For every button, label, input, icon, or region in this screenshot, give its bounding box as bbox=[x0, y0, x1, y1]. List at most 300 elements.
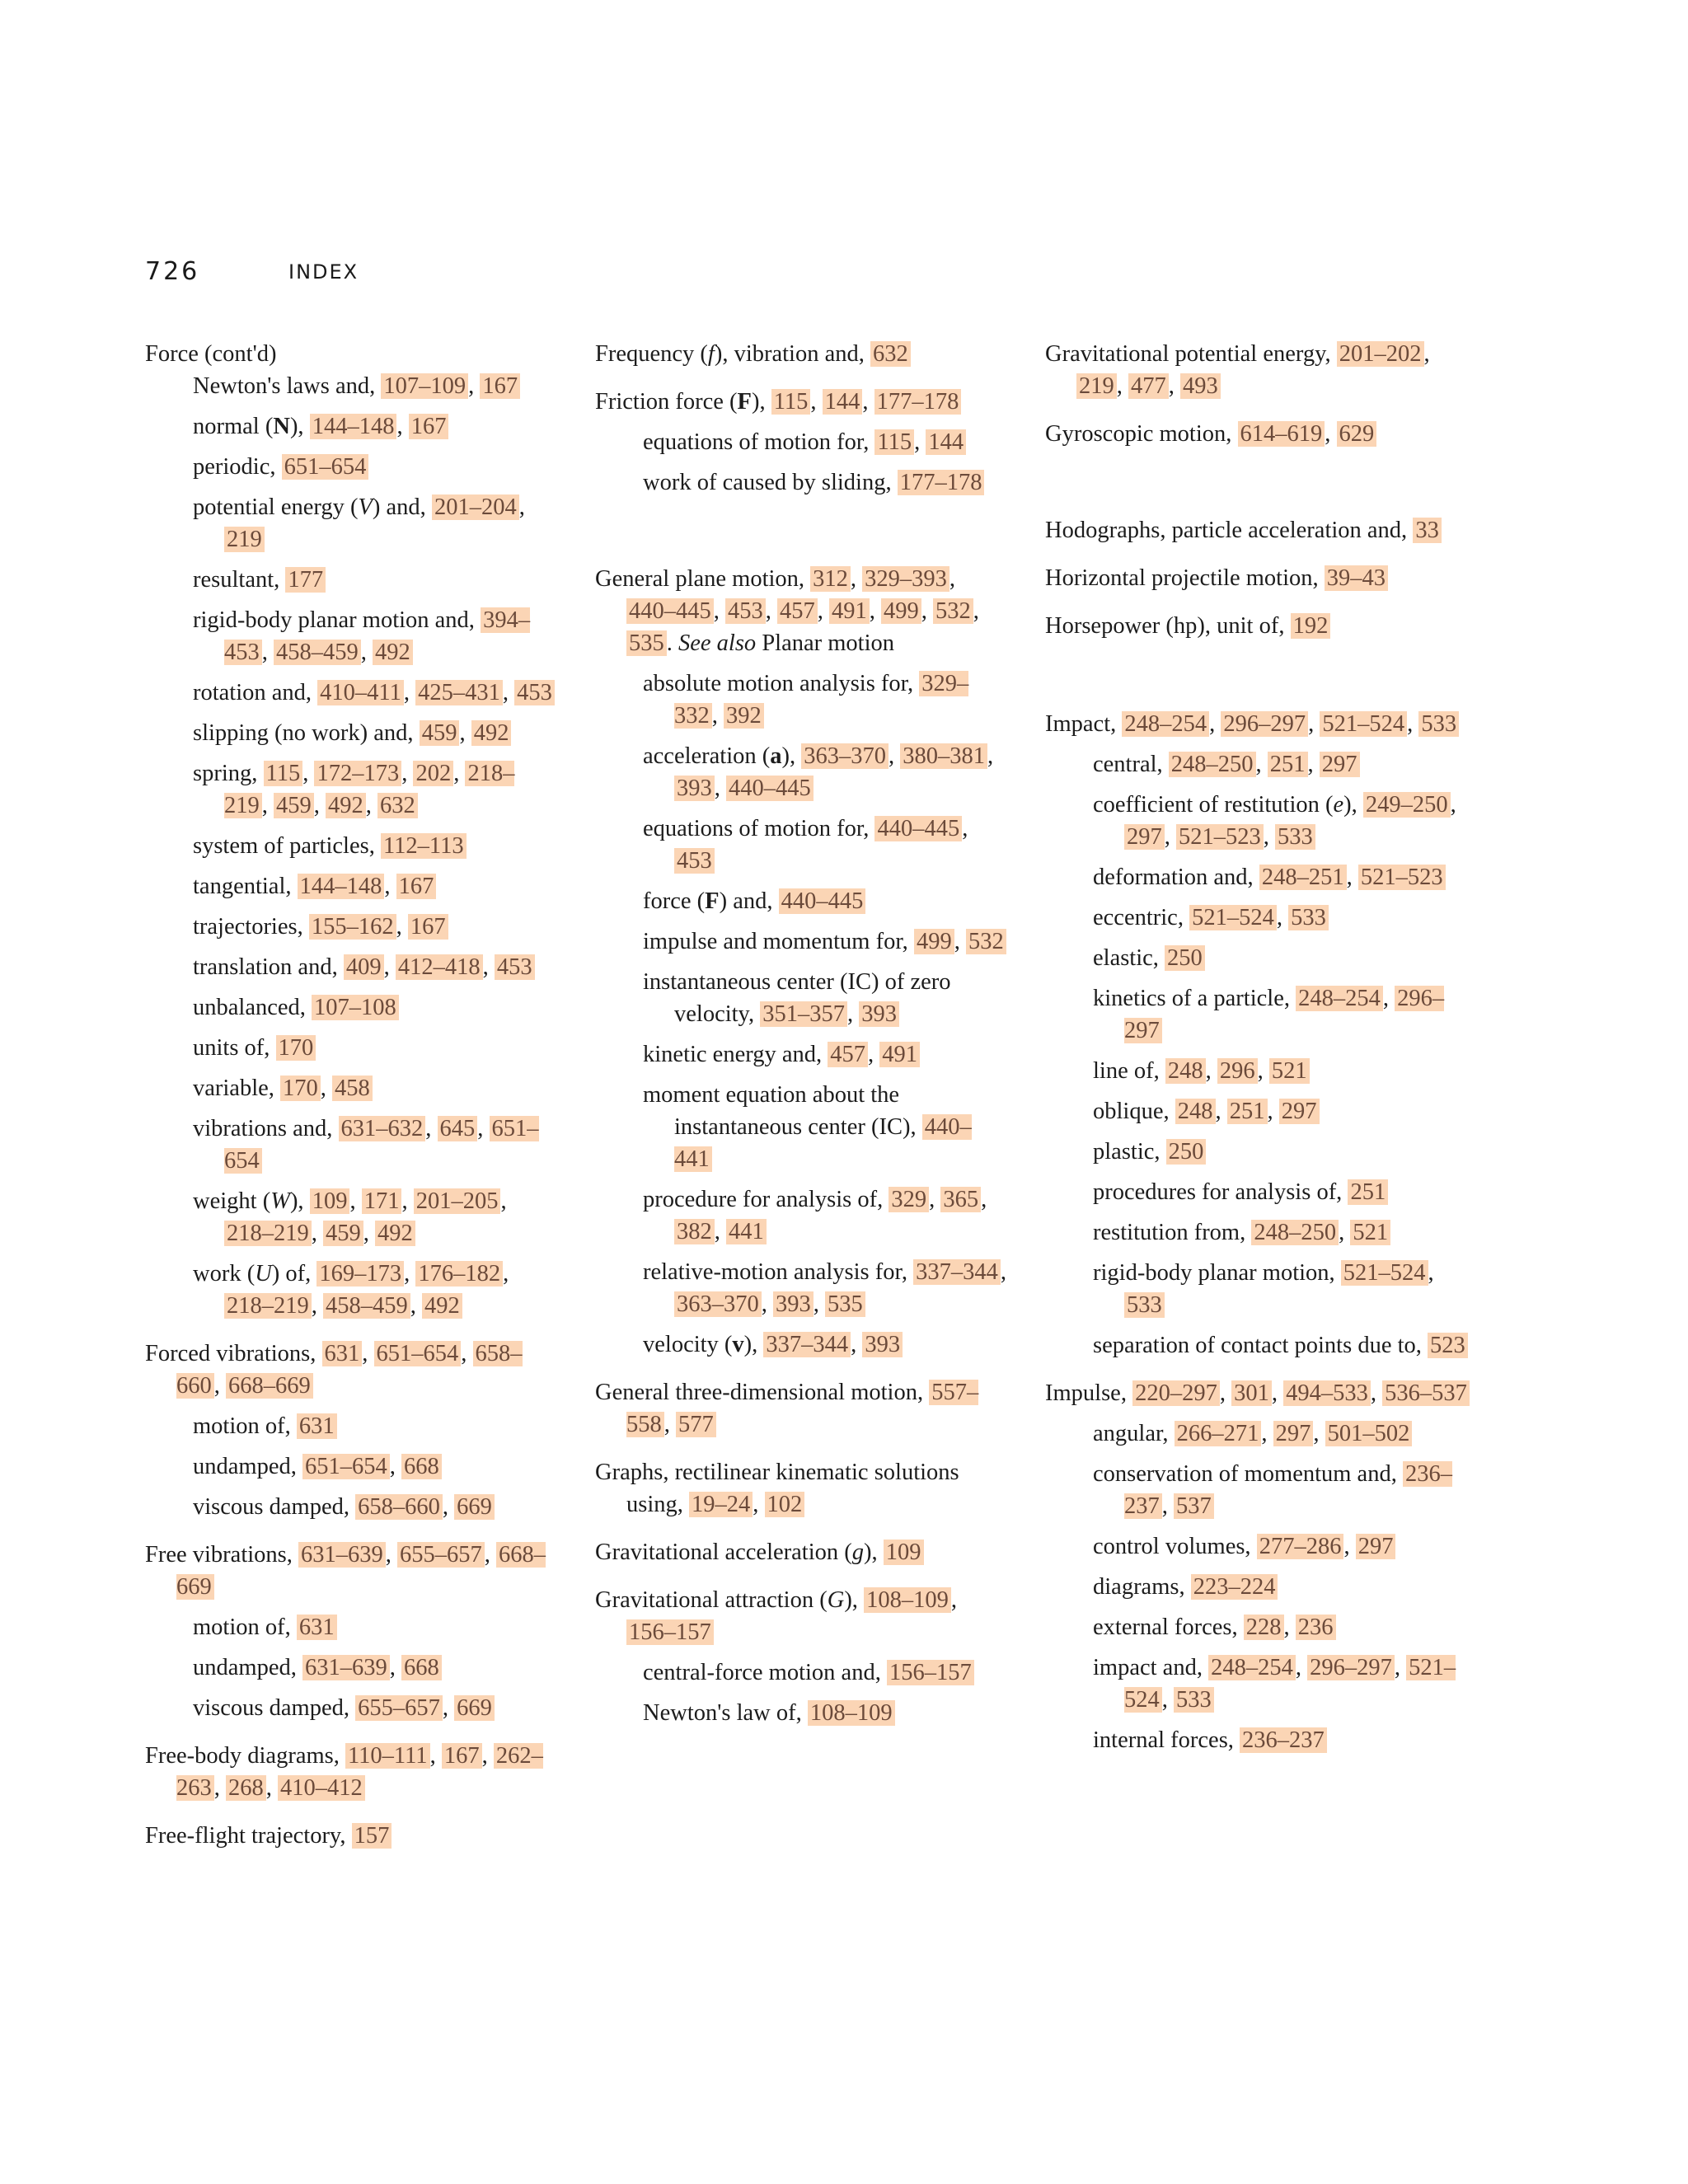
page-ref[interactable]: 365 bbox=[940, 1187, 981, 1212]
page-ref[interactable]: 109 bbox=[884, 1540, 924, 1565]
page-ref[interactable]: 39–43 bbox=[1325, 565, 1388, 591]
page-ref[interactable]: 171 bbox=[362, 1188, 402, 1214]
page-ref[interactable]: 393 bbox=[773, 1291, 814, 1317]
page-ref[interactable]: 176–182 bbox=[415, 1261, 503, 1286]
entry-term: Friction force (F), bbox=[595, 389, 766, 415]
entry-term: instantaneous center (IC) of zero velocity, bbox=[643, 969, 951, 1027]
entry-term: central-force motion and, bbox=[643, 1660, 881, 1685]
index-subentry: instantaneous center (IC) of zero velocity, 351–357 , 393 bbox=[643, 969, 951, 1027]
page-ref[interactable]: 492 bbox=[422, 1293, 462, 1319]
index-subentry bbox=[145, 1410, 557, 1442]
entry-term: undamped, bbox=[193, 1454, 297, 1479]
page-ref[interactable]: 459 bbox=[274, 793, 314, 818]
page-ref[interactable]: 492 bbox=[326, 793, 366, 818]
entry-term: Newton's law of, bbox=[643, 1700, 802, 1726]
page-ref[interactable]: 440–445 bbox=[626, 598, 714, 624]
entry-term: Force (cont'd) bbox=[145, 341, 277, 367]
page-ref[interactable]: 668–669 bbox=[176, 1542, 546, 1600]
index-subentry bbox=[145, 451, 557, 483]
page-ref[interactable]: 248–254 bbox=[1208, 1655, 1296, 1680]
page-ref[interactable]: 631 bbox=[322, 1341, 363, 1366]
entry-term: Gravitational attraction (G), bbox=[595, 1587, 858, 1613]
page-ref[interactable]: 458 bbox=[332, 1076, 373, 1101]
page-ref[interactable]: 251 bbox=[1348, 1179, 1388, 1205]
page-ref[interactable]: 668–669 bbox=[226, 1373, 313, 1399]
index-subentry: viscous damped, 658–660 , 669 bbox=[145, 1491, 557, 1523]
page-ref[interactable]: 499 bbox=[881, 598, 921, 624]
page-ref[interactable]: 296–297 bbox=[1124, 986, 1445, 1043]
entry-term: spring, bbox=[193, 761, 258, 786]
page-ref[interactable]: 458–459 bbox=[323, 1293, 410, 1319]
page-ref[interactable]: 493 bbox=[1180, 373, 1221, 399]
page-ref[interactable]: 201–202 bbox=[1337, 341, 1424, 367]
page-ref[interactable]: 157 bbox=[352, 1823, 392, 1849]
page-ref[interactable]: 177–178 bbox=[898, 470, 985, 495]
page-ref[interactable]: 532 bbox=[933, 598, 973, 624]
page-ref[interactable]: 192 bbox=[1291, 613, 1331, 639]
page-ref[interactable]: 457 bbox=[777, 598, 818, 624]
page-ref[interactable]: 236 bbox=[1296, 1615, 1336, 1640]
page-ref[interactable]: 477 bbox=[1128, 373, 1169, 399]
page-ref[interactable]: 297 bbox=[1279, 1099, 1320, 1124]
page-ref[interactable]: 301 bbox=[1231, 1380, 1272, 1406]
page-ref[interactable]: 632 bbox=[377, 793, 418, 818]
index-subentry: slipping (no work) and, 459 , 492 bbox=[145, 717, 557, 749]
page-ref[interactable]: 312 bbox=[810, 566, 851, 592]
page-ref[interactable]: 248 bbox=[1175, 1099, 1216, 1124]
entry-term: undamped, bbox=[193, 1655, 297, 1680]
page-ref[interactable]: 236–237 bbox=[1240, 1727, 1327, 1753]
index-subentry: rotation and, 410–411 , 425–431 , 453 bbox=[145, 677, 557, 709]
entry-term: procedure for analysis of, bbox=[643, 1187, 884, 1212]
page-ref[interactable]: 112–113 bbox=[381, 833, 467, 859]
entry-term: Free-body diagrams, bbox=[145, 1743, 340, 1769]
page-ref[interactable]: 297 bbox=[1273, 1421, 1314, 1446]
page-ref[interactable]: 557–558 bbox=[626, 1380, 979, 1437]
page-ref[interactable]: 169–173 bbox=[316, 1261, 404, 1286]
page-ref[interactable]: 251 bbox=[1268, 752, 1308, 777]
entry-term: coefficient of restitution (e), bbox=[1093, 792, 1357, 818]
entry-term: conservation of momentum and, bbox=[1093, 1461, 1397, 1487]
page-ref[interactable]: 329 bbox=[889, 1187, 929, 1212]
page-ref[interactable]: 277–286 bbox=[1257, 1534, 1344, 1559]
index-subentry: vibrations and, 631–632 , 645 , 651–654 bbox=[193, 1116, 539, 1174]
page-ref[interactable]: 382 bbox=[674, 1219, 715, 1244]
entry-term: unbalanced, bbox=[193, 995, 306, 1020]
page-ref[interactable]: 144–148 bbox=[310, 414, 397, 439]
page-ref[interactable]: 297 bbox=[1124, 824, 1165, 850]
page-ref[interactable]: 393 bbox=[859, 1001, 899, 1027]
index-subentry: impact and, 248–254 , 296–297 , 521–524 , 533 bbox=[1093, 1655, 1456, 1713]
page-ref[interactable]: 492 bbox=[373, 640, 413, 665]
page-ref[interactable]: 440–445 bbox=[726, 776, 814, 801]
page-ref[interactable]: 631–639 bbox=[298, 1542, 386, 1568]
index-subentry: work (U) of, 169–173 , 176–182 , 218–219 , 458–459 , 492 bbox=[193, 1261, 509, 1319]
index-subentry bbox=[1045, 1329, 1474, 1361]
page-ref[interactable]: 409 bbox=[344, 954, 384, 980]
entry-term: units of, bbox=[193, 1035, 270, 1061]
page-ref[interactable]: 521–524 bbox=[1124, 1655, 1456, 1713]
index-subentry bbox=[595, 466, 1007, 499]
page-ref[interactable]: 19–24 bbox=[689, 1492, 753, 1517]
page-ref[interactable]: 248–251 bbox=[1259, 865, 1347, 890]
page-ref[interactable]: 223–224 bbox=[1191, 1574, 1278, 1600]
page-ref[interactable]: 268 bbox=[226, 1775, 266, 1801]
entry-term: General three-dimensional motion, bbox=[595, 1380, 924, 1405]
page-ref[interactable]: 533 bbox=[1174, 1687, 1214, 1713]
page-ref[interactable]: 523 bbox=[1428, 1333, 1468, 1358]
page-ref[interactable]: 251 bbox=[1227, 1099, 1268, 1124]
entry-term: internal forces, bbox=[1093, 1727, 1234, 1753]
page-ref[interactable]: 658–660 bbox=[355, 1494, 443, 1520]
page-ref[interactable]: 577 bbox=[676, 1412, 716, 1437]
page-ref[interactable]: 521 bbox=[1269, 1058, 1310, 1084]
page-ref[interactable]: 167 bbox=[409, 414, 449, 439]
index-entry bbox=[595, 1536, 1007, 1568]
index-subentry: angular, 266–271 , 297 , 501–502 bbox=[1045, 1418, 1474, 1450]
page-ref[interactable]: 167 bbox=[396, 874, 437, 899]
page-ref[interactable]: 170 bbox=[276, 1035, 316, 1061]
page-ref[interactable]: 392 bbox=[724, 703, 764, 729]
page-ref[interactable]: 651–654 bbox=[302, 1454, 390, 1479]
entry-term: Frequency (f), vibration and, bbox=[595, 341, 865, 367]
page-ref[interactable]: 533 bbox=[1418, 711, 1459, 737]
page-ref[interactable]: 262–263 bbox=[176, 1743, 543, 1801]
page-ref[interactable]: 218–219 bbox=[224, 1293, 312, 1319]
page-ref[interactable]: 220–297 bbox=[1132, 1380, 1220, 1406]
page-ref[interactable]: 536–537 bbox=[1382, 1380, 1470, 1406]
entry-term: system of particles, bbox=[193, 833, 375, 859]
page-ref[interactable]: 218–219 bbox=[224, 1221, 312, 1246]
page-ref[interactable]: 631–632 bbox=[339, 1116, 426, 1141]
page-ref[interactable]: 412–418 bbox=[396, 954, 483, 980]
entry-term: impact and, bbox=[1093, 1655, 1203, 1680]
index-subentry: equations of motion for, 440–445 , 453 bbox=[643, 816, 968, 874]
index-subentry: control volumes, 277–286 , 297 bbox=[1045, 1530, 1474, 1563]
index-subentry bbox=[1045, 942, 1474, 974]
page-ref[interactable]: 651–654 bbox=[224, 1116, 539, 1174]
index-entry bbox=[1045, 610, 1474, 642]
index-subentry: variable, 170 , 458 bbox=[145, 1072, 557, 1104]
entry-term: control volumes, bbox=[1093, 1534, 1251, 1559]
page-ref[interactable]: 533 bbox=[1275, 824, 1315, 850]
index-entry bbox=[595, 338, 1007, 370]
page-ref[interactable]: 651–654 bbox=[374, 1341, 462, 1366]
index-entry: General plane motion, 312 , 329–393 , 440–445 , 453 , 457 , 491 , 499 , 532 , 535 . See also Planar motion bbox=[595, 566, 979, 656]
page-ref[interactable]: 177 bbox=[285, 567, 326, 593]
page-ref[interactable]: 521–524 bbox=[1341, 1260, 1428, 1286]
index-entry: Free-body diagrams, 110–111 , 167 , 262–263 , 268 , 410–412 bbox=[145, 1743, 543, 1801]
page-ref[interactable]: 459 bbox=[323, 1221, 363, 1246]
page-ref[interactable]: 249–250 bbox=[1363, 792, 1451, 818]
page-ref[interactable]: 533 bbox=[1288, 905, 1329, 930]
index-subentry: tangential, 144–148 , 167 bbox=[145, 870, 557, 902]
page-ref[interactable]: 172–173 bbox=[314, 761, 401, 786]
page-ref[interactable]: 115 bbox=[874, 429, 914, 455]
entry-term: work (U) of, bbox=[193, 1261, 312, 1286]
page-ref[interactable]: 453 bbox=[725, 598, 766, 624]
entry-term: central, bbox=[1093, 752, 1163, 777]
page-ref[interactable]: 440–445 bbox=[779, 888, 866, 914]
page-ref[interactable]: 297 bbox=[1356, 1534, 1396, 1559]
entry-term: relative-motion analysis for, bbox=[643, 1259, 907, 1285]
page-ref[interactable]: 363–370 bbox=[674, 1291, 762, 1317]
see-also-reference: See also Planar motion bbox=[678, 630, 895, 656]
entry-term: Free vibrations, bbox=[145, 1542, 293, 1568]
page-ref[interactable]: 453 bbox=[514, 680, 555, 705]
page-ref[interactable]: 631 bbox=[297, 1615, 337, 1640]
index-entry bbox=[1045, 514, 1474, 546]
entry-term: Gyroscopic motion, bbox=[1045, 421, 1232, 447]
index-column-1 bbox=[145, 338, 557, 1852]
page-ref[interactable]: 651–654 bbox=[282, 454, 369, 480]
page-ref[interactable]: 533 bbox=[1124, 1292, 1165, 1318]
index-subentry: weight (W), 109 , 171 , 201–205 , 218–219 , 459 , 492 bbox=[193, 1188, 507, 1246]
entry-term: variable, bbox=[193, 1076, 274, 1101]
page-ref[interactable]: 329–393 bbox=[862, 566, 950, 592]
page-ref[interactable]: 329–332 bbox=[674, 671, 969, 729]
page-ref[interactable]: 521–524 bbox=[1189, 905, 1277, 930]
page-ref[interactable]: 614–619 bbox=[1238, 421, 1325, 447]
entry-term: rigid-body planar motion and, bbox=[193, 607, 475, 633]
entry-term: trajectories, bbox=[193, 914, 303, 940]
page-ref[interactable]: 236–237 bbox=[1124, 1461, 1452, 1519]
page-ref[interactable]: 532 bbox=[966, 929, 1006, 954]
index-subentry bbox=[145, 991, 557, 1024]
page-ref[interactable]: 492 bbox=[471, 720, 512, 746]
index-subentry: equations of motion for, 115 , 144 bbox=[595, 426, 1007, 458]
index-entry: Impact, 248–254 , 296–297 , 521–524 , 533 bbox=[1045, 708, 1474, 740]
entry-term: weight (W), bbox=[193, 1188, 304, 1214]
entry-term: absolute motion analysis for, bbox=[643, 671, 914, 696]
entry-term: plastic, bbox=[1093, 1139, 1160, 1165]
index-entry: Impulse, 220–297 , 301 , 494–533 , 536–537 bbox=[1045, 1377, 1474, 1409]
index-subentry: Newton's laws and, 107–109 , 167 bbox=[145, 370, 557, 402]
entry-term: velocity (v), bbox=[643, 1332, 758, 1357]
index-entry: General three-dimensional motion, 557–558 , 577 bbox=[595, 1380, 979, 1437]
page-ref[interactable]: 33 bbox=[1413, 518, 1442, 543]
page-ref[interactable]: 219 bbox=[224, 527, 265, 552]
page-ref[interactable]: 266–271 bbox=[1175, 1421, 1262, 1446]
page-ref[interactable]: 453 bbox=[674, 848, 715, 874]
index-subentry: spring, 115 , 172–173 , 202 , 218–219 , 459 , 492 , 632 bbox=[193, 761, 515, 818]
page-ref[interactable]: 108–109 bbox=[864, 1587, 951, 1613]
index-subentry: undamped, 651–654 , 668 bbox=[145, 1451, 557, 1483]
running-title: INDEX bbox=[288, 260, 359, 284]
page-ref[interactable]: 108–109 bbox=[808, 1700, 895, 1726]
page-ref[interactable]: 337–344 bbox=[763, 1332, 851, 1357]
page-ref[interactable]: 629 bbox=[1337, 421, 1377, 447]
index-subentry: line of, 248 , 296 , 521 bbox=[1045, 1055, 1474, 1087]
page-ref[interactable]: 655–657 bbox=[355, 1695, 443, 1721]
entry-term: oblique, bbox=[1093, 1099, 1170, 1124]
page-ref[interactable]: 380–381 bbox=[900, 743, 987, 769]
page-ref[interactable]: 167 bbox=[442, 1743, 482, 1769]
index-subentry: undamped, 631–639 , 668 bbox=[145, 1652, 557, 1684]
page-ref[interactable]: 410–412 bbox=[278, 1775, 365, 1801]
index-entry: Friction force (F), 115 , 144 , 177–178 bbox=[595, 386, 1007, 418]
index-subentry bbox=[145, 1032, 557, 1064]
entry-term: deformation and, bbox=[1093, 865, 1254, 890]
page-ref[interactable]: 458–459 bbox=[274, 640, 361, 665]
page-ref[interactable]: 248–254 bbox=[1122, 711, 1209, 737]
index-subentry: procedure for analysis of, 329 , 365 , 382 , 441 bbox=[643, 1187, 987, 1244]
index-subentry bbox=[1045, 1571, 1474, 1603]
page-ref[interactable]: 440–445 bbox=[874, 816, 962, 841]
entry-term: Newton's laws and, bbox=[193, 373, 376, 399]
entry-term: periodic, bbox=[193, 454, 276, 480]
page-ref[interactable]: 669 bbox=[454, 1695, 495, 1721]
page-ref[interactable]: 296 bbox=[1217, 1058, 1258, 1084]
page-ref[interactable]: 425–431 bbox=[415, 680, 503, 705]
page-ref[interactable]: 250 bbox=[1165, 945, 1205, 971]
index-subentry bbox=[595, 885, 1007, 917]
entry-term: restitution from, bbox=[1093, 1220, 1246, 1245]
page-ref[interactable]: 107–108 bbox=[312, 995, 399, 1020]
entry-term: Graphs, rectilinear kinematic solutions using, bbox=[595, 1460, 959, 1517]
page-ref[interactable]: 393 bbox=[674, 776, 715, 801]
page-ref[interactable]: 297 bbox=[1320, 752, 1360, 777]
page-ref[interactable]: 296–297 bbox=[1221, 711, 1308, 737]
page-ref[interactable]: 170 bbox=[280, 1076, 321, 1101]
index-subentry: eccentric, 521–524 , 533 bbox=[1045, 902, 1474, 934]
page-ref[interactable]: 669 bbox=[454, 1494, 495, 1520]
page-ref[interactable]: 219 bbox=[1076, 373, 1117, 399]
page-ref[interactable]: 410–411 bbox=[317, 680, 404, 705]
page-ref[interactable]: 228 bbox=[1244, 1615, 1284, 1640]
page-ref[interactable]: 102 bbox=[765, 1492, 805, 1517]
entry-term: line of, bbox=[1093, 1058, 1160, 1084]
page-ref[interactable]: 521–524 bbox=[1320, 711, 1407, 737]
index-entry bbox=[1045, 562, 1474, 594]
page-ref[interactable]: 201–204 bbox=[432, 494, 519, 520]
entry-term: General plane motion, bbox=[595, 566, 805, 592]
entry-term: rigid-body planar motion, bbox=[1093, 1260, 1335, 1286]
entry-term: Impact, bbox=[1045, 711, 1117, 737]
page-ref[interactable]: 144 bbox=[926, 429, 966, 455]
entry-term: slipping (no work) and, bbox=[193, 720, 414, 746]
page-ref[interactable]: 631 bbox=[297, 1413, 337, 1439]
page-ref[interactable]: 155–162 bbox=[309, 914, 396, 940]
page-ref[interactable]: 248–250 bbox=[1169, 752, 1256, 777]
page-ref[interactable]: 501–502 bbox=[1325, 1421, 1413, 1446]
page-ref[interactable]: 218–219 bbox=[224, 761, 515, 818]
entry-term: moment equation about the instantaneous center (IC), bbox=[643, 1082, 917, 1140]
page-ref[interactable]: 645 bbox=[438, 1116, 478, 1141]
page-ref[interactable]: 107–109 bbox=[381, 373, 468, 399]
index-subentry: impulse and momentum for, 499 , 532 bbox=[595, 926, 1007, 958]
entry-term: kinetic energy and, bbox=[643, 1042, 823, 1067]
page-ref[interactable]: 156–157 bbox=[887, 1660, 974, 1685]
page-ref[interactable]: 167 bbox=[480, 373, 520, 399]
page-ref[interactable]: 457 bbox=[828, 1042, 868, 1067]
index-entry: Forced vibrations, 631 , 651–654 , 658–660 , 668–669 bbox=[145, 1341, 523, 1399]
page-ref[interactable]: 655–657 bbox=[397, 1542, 485, 1568]
page-ref[interactable]: 351–357 bbox=[760, 1001, 847, 1027]
index-entry: Free vibrations, 631–639 , 655–657 , 668–669 bbox=[145, 1542, 546, 1600]
page-ref[interactable]: 250 bbox=[1166, 1139, 1207, 1165]
page-ref[interactable]: 499 bbox=[914, 929, 954, 954]
page-ref[interactable]: 296–297 bbox=[1307, 1655, 1395, 1680]
page-ref[interactable]: 492 bbox=[375, 1221, 415, 1246]
entry-term: vibrations and, bbox=[193, 1116, 333, 1141]
page-ref[interactable]: 177–178 bbox=[874, 389, 962, 415]
page-ref[interactable]: 631–639 bbox=[302, 1655, 390, 1680]
page-ref[interactable]: 115 bbox=[264, 761, 303, 786]
page-ref[interactable]: 453 bbox=[495, 954, 535, 980]
page-ref[interactable]: 459 bbox=[420, 720, 460, 746]
page-ref[interactable]: 144 bbox=[823, 389, 863, 415]
entry-term: Horsepower (hp), unit of, bbox=[1045, 613, 1285, 639]
index-subentry bbox=[145, 830, 557, 862]
index-subentry bbox=[145, 564, 557, 596]
page-ref[interactable]: 535 bbox=[626, 630, 667, 656]
index-subentry: acceleration (a), 363–370 , 380–381 , 393 , 440–445 bbox=[643, 743, 994, 801]
page-ref[interactable]: 202 bbox=[413, 761, 453, 786]
page-ref[interactable]: 441 bbox=[726, 1219, 767, 1244]
index-entry: Graphs, rectilinear kinematic solutions using, 19–24 , 102 bbox=[595, 1460, 959, 1517]
entry-term: Gravitational acceleration (g), bbox=[595, 1540, 878, 1565]
page-ref[interactable]: 521–523 bbox=[1176, 824, 1264, 850]
page-ref[interactable]: 248 bbox=[1165, 1058, 1206, 1084]
page-ref[interactable]: 363–370 bbox=[801, 743, 889, 769]
entry-term: external forces, bbox=[1093, 1615, 1238, 1640]
page-ref[interactable]: 109 bbox=[310, 1188, 350, 1214]
page-ref[interactable]: 521 bbox=[1350, 1220, 1390, 1245]
index-subentry: restitution from, 248–250 , 521 bbox=[1045, 1216, 1474, 1249]
index-entry bbox=[145, 1820, 557, 1852]
entry-term: angular, bbox=[1093, 1421, 1169, 1446]
page-ref[interactable]: 494–533 bbox=[1283, 1380, 1371, 1406]
page-ref[interactable]: 248–254 bbox=[1296, 986, 1383, 1011]
page-ref[interactable]: 144–148 bbox=[298, 874, 385, 899]
page-ref[interactable]: 521–523 bbox=[1358, 865, 1446, 890]
page-ref[interactable]: 201–205 bbox=[414, 1188, 501, 1214]
page-ref[interactable]: 535 bbox=[825, 1291, 865, 1317]
page-ref[interactable]: 156–157 bbox=[626, 1619, 714, 1645]
page-ref[interactable]: 491 bbox=[879, 1042, 920, 1067]
page-ref[interactable]: 658–660 bbox=[176, 1341, 523, 1399]
page-ref[interactable]: 115 bbox=[771, 389, 811, 415]
index-subentry bbox=[1045, 1176, 1474, 1208]
entry-term: rotation and, bbox=[193, 680, 312, 705]
index-subentry bbox=[595, 1657, 1007, 1689]
page-ref[interactable]: 393 bbox=[862, 1332, 903, 1357]
index-subentry: kinetics of a particle, 248–254 , 296–297 bbox=[1093, 986, 1445, 1043]
index-subentry: conservation of momentum and, 236–237 , 537 bbox=[1093, 1461, 1452, 1519]
page-ref[interactable]: 248–250 bbox=[1251, 1220, 1339, 1245]
page-ref[interactable]: 110–111 bbox=[345, 1743, 430, 1769]
page-ref[interactable]: 337–344 bbox=[913, 1259, 1001, 1285]
page-ref[interactable]: 537 bbox=[1174, 1493, 1214, 1519]
page-ref[interactable]: 668 bbox=[401, 1655, 442, 1680]
index-subentry: coefficient of restitution (e), 249–250 , 297 , 521–523 , 533 bbox=[1093, 792, 1456, 850]
page-ref[interactable]: 668 bbox=[401, 1454, 442, 1479]
entry-term: potential energy (V) and, bbox=[193, 494, 426, 520]
page-ref[interactable]: 491 bbox=[829, 598, 870, 624]
entry-term: motion of, bbox=[193, 1615, 291, 1640]
entry-term: diagrams, bbox=[1093, 1574, 1185, 1600]
entry-term: kinetics of a particle, bbox=[1093, 986, 1290, 1011]
page-ref[interactable]: 440–441 bbox=[674, 1114, 972, 1172]
index-subentry: deformation and, 248–251 , 521–523 bbox=[1045, 861, 1474, 893]
entry-term: tangential, bbox=[193, 874, 292, 899]
page-ref[interactable]: 632 bbox=[870, 341, 911, 367]
page-ref[interactable]: 394–453 bbox=[224, 607, 531, 665]
page-ref[interactable]: 167 bbox=[408, 914, 448, 940]
entry-term: Horizontal projectile motion, bbox=[1045, 565, 1319, 591]
index-entry bbox=[145, 338, 557, 370]
